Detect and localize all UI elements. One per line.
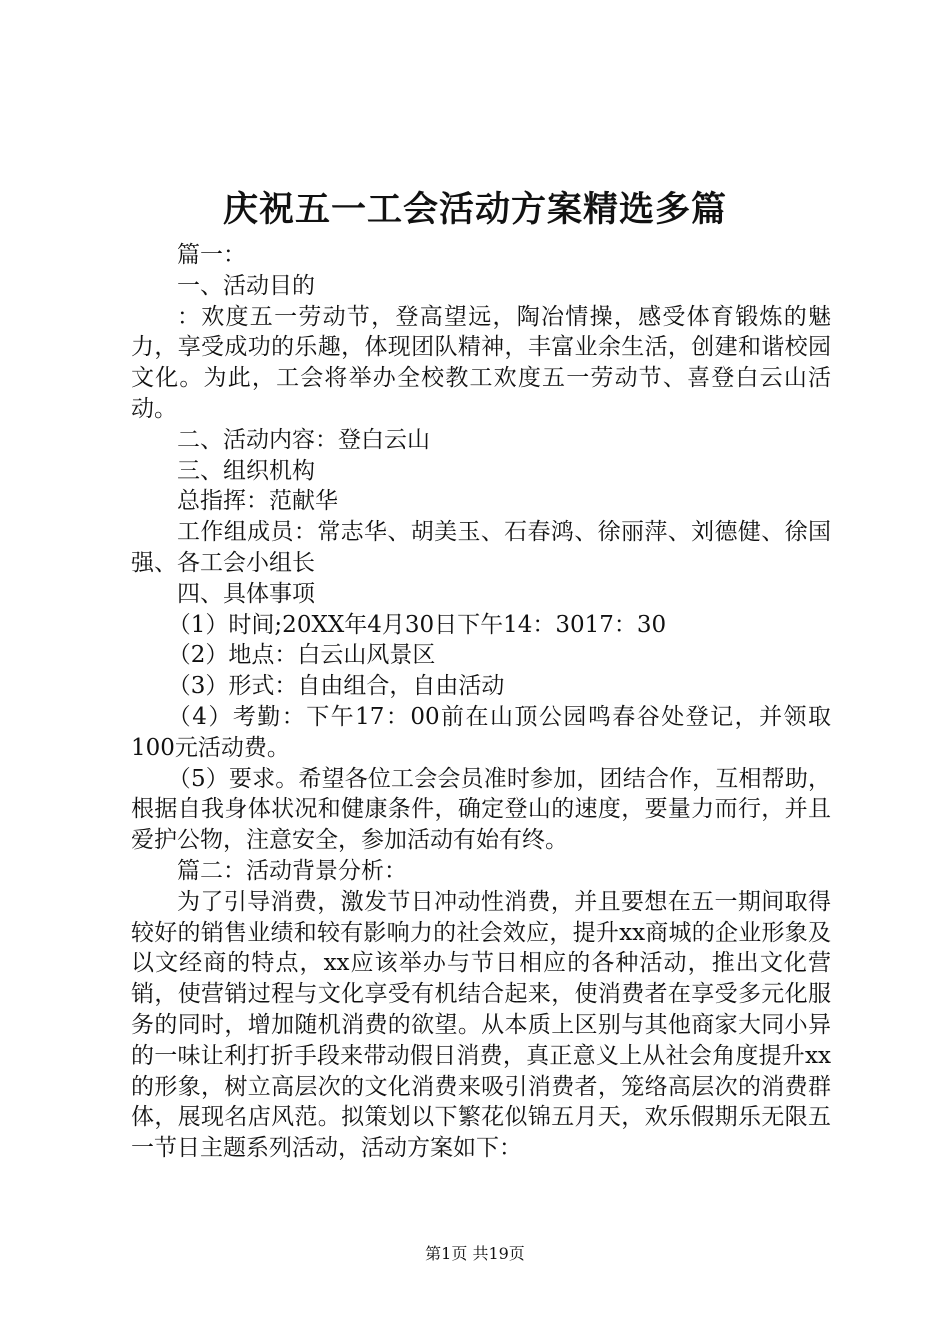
section-heading-part-one: 篇一： — [177, 242, 246, 268]
section-heading-part-two: 篇二：活动背景分析： — [177, 857, 407, 884]
item-time: （1）时间;20XX年4月30日下午14：3017：30 — [167, 611, 667, 638]
item-requirements: （5）要求。希望各位工会会员准时参加，团结合作，互相帮助，根据自我身体状况和健康条件，确定登山的速度，要量力而行，并且爱护公物，注意安全，参加活动有始有终。 — [131, 765, 831, 854]
item-location: （2）地点：白云山风景区 — [167, 642, 436, 669]
heading-activity-content: 二、活动内容：登白云山 — [177, 426, 430, 453]
heading-organization: 三、组织机构 — [177, 457, 315, 484]
paragraph-commander: 总指挥：范献华 — [177, 488, 338, 515]
item-format: （3）形式：自由组合，自由活动 — [167, 673, 505, 700]
paragraph-background-analysis: 为了引导消费，激发节日冲动性消费，并且要想在五一期间取得较好的销售业绩和较有影响力的社会效应，提升xx商城的企业形象及以文经商的特点，xx应该举办与节日相应的各种活动，推出文化营销，使营销过程与文化享受有机结合起来，使消费者在享受多元化服务的同时，增加随机消费的欲望。从本质上区别与其他商家大同小异的一味让利打折手段来带动假日消费，真正意义上从社会角度提升xx的形象，树立高层次的文化消费来吸引消费者，笼络高层次的消费群体，展现名店风范。拟策划以下繁花似锦五月天，欢乐假期乐无限五一节日主题系列活动，活动方案如下： — [131, 888, 831, 1162]
page-footer: 第1页 共19页 — [425, 1244, 525, 1263]
item-attendance: （4）考勤：下午17：00前在山顶公园鸣春谷处登记，并领取100元活动费。 — [131, 703, 831, 761]
paragraph-working-group: 工作组成员：常志华、胡美玉、石春鸿、徐丽萍、刘德健、徐国强、各工会小组长 — [131, 519, 831, 576]
heading-activity-purpose: 一、活动目的 — [177, 272, 315, 299]
paragraph-activity-purpose: ：欢度五一劳动节，登高望远，陶冶情操，感受体育锻炼的魅力，享受成功的乐趣，体现团队精神，丰富业余生活，创建和谐校园文化。为此，工会将举办全校教工欢度五一劳动节、喜登白云山活动。 — [131, 303, 831, 422]
document-title: 庆祝五一工会活动方案精选多篇 — [222, 189, 727, 230]
heading-specific-items: 四、具体事项 — [177, 580, 315, 607]
document-body — [131, 240, 831, 1164]
